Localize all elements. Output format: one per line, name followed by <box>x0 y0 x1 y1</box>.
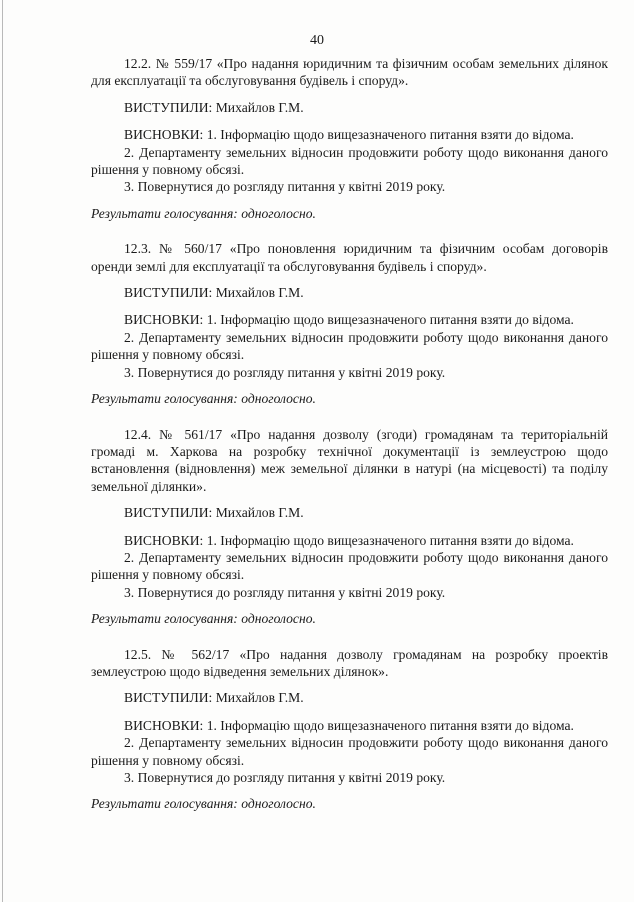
conclusion-1: ВИСНОВКИ: 1. Інформацію щодо вищезазначеного питання взяти до відома. <box>124 532 574 548</box>
agenda-item-heading: 12.5. № 562/17 «Про надання дозволу громадянам на розробку проектів землеустрою щодо відведення земельних ділянок». <box>91 646 608 679</box>
agenda-item-heading: 12.3. № 560/17 «Про поновлення юридичним та фізичним особам договорів оренди землі для експлуатації та обслуговування будівель і споруд». <box>91 241 608 274</box>
agenda-item-heading: 12.4. № 561/17 «Про надання дозволу (згоди) громадянам та територіальній громаді м. Харкова на розробку технічної документації із землеустрою щодо встановлення (відновлення) меж земельної ділянки в натурі (на місцевості) та поділу земельної ділянки». <box>91 426 608 494</box>
voting-result: Результати голосування: одноголосно. <box>91 205 316 221</box>
agenda-item-12-2 <box>91 55 608 222</box>
agenda-item-12-4 <box>91 426 608 628</box>
page-number: 40 <box>310 33 324 48</box>
speakers-line: ВИСТУПИЛИ: Михайлов Г.М. <box>124 99 304 115</box>
voting-result: Результати голосування: одноголосно. <box>91 391 316 407</box>
conclusion-1: ВИСНОВКИ: 1. Інформацію щодо вищезазначеного питання взяти до відома. <box>124 127 574 143</box>
conclusion-2: 2. Департаменту земельних відносин продовжити роботу щодо виконання даного рішення у повному обсязі. <box>91 549 608 583</box>
conclusion-2: 2. Департаменту земельних відносин продовжити роботу щодо виконання даного рішення у повному обсязі. <box>91 735 608 768</box>
agenda-item-12-5 <box>91 646 608 813</box>
conclusion-2: 2. Департаменту земельних відносин продовжити роботу щодо виконання даного рішення у повному обсязі. <box>91 329 608 363</box>
voting-result: Результати голосування: одноголосно. <box>91 796 316 812</box>
conclusion-3: 3. Повернутися до розгляду питання у квітні 2019 року. <box>124 179 446 195</box>
speakers-line: ВИСТУПИЛИ: Михайлов Г.М. <box>124 690 304 706</box>
speakers-line: ВИСТУПИЛИ: Михайлов Г.М. <box>124 285 304 301</box>
scan-edge-line <box>2 0 3 902</box>
document-body <box>91 55 608 813</box>
conclusion-2: 2. Департаменту земельних відносин продовжити роботу щодо виконання даного рішення у повному обсязі. <box>91 144 608 178</box>
conclusion-3: 3. Повернутися до розгляду питання у квітні 2019 року. <box>124 770 446 785</box>
conclusion-3: 3. Повернутися до розгляду питання у квітні 2019 року. <box>124 364 446 380</box>
voting-result: Результати голосування: одноголосно. <box>91 611 316 627</box>
agenda-item-12-3 <box>91 240 608 407</box>
speakers-line: ВИСТУПИЛИ: Михайлов Г.М. <box>124 505 304 521</box>
conclusion-1: ВИСНОВКИ: 1. Інформацію щодо вищезазначеного питання взяти до відома. <box>124 717 574 733</box>
agenda-item-heading: 12.2. № 559/17 «Про надання юридичним та фізичним особам земельних ділянок для експлуатації та обслуговування будівель і споруд». <box>91 56 608 89</box>
conclusion-3: 3. Повернутися до розгляду питання у квітні 2019 року. <box>124 584 446 600</box>
conclusion-1: ВИСНОВКИ: 1. Інформацію щодо вищезазначеного питання взяти до відома. <box>124 312 574 328</box>
